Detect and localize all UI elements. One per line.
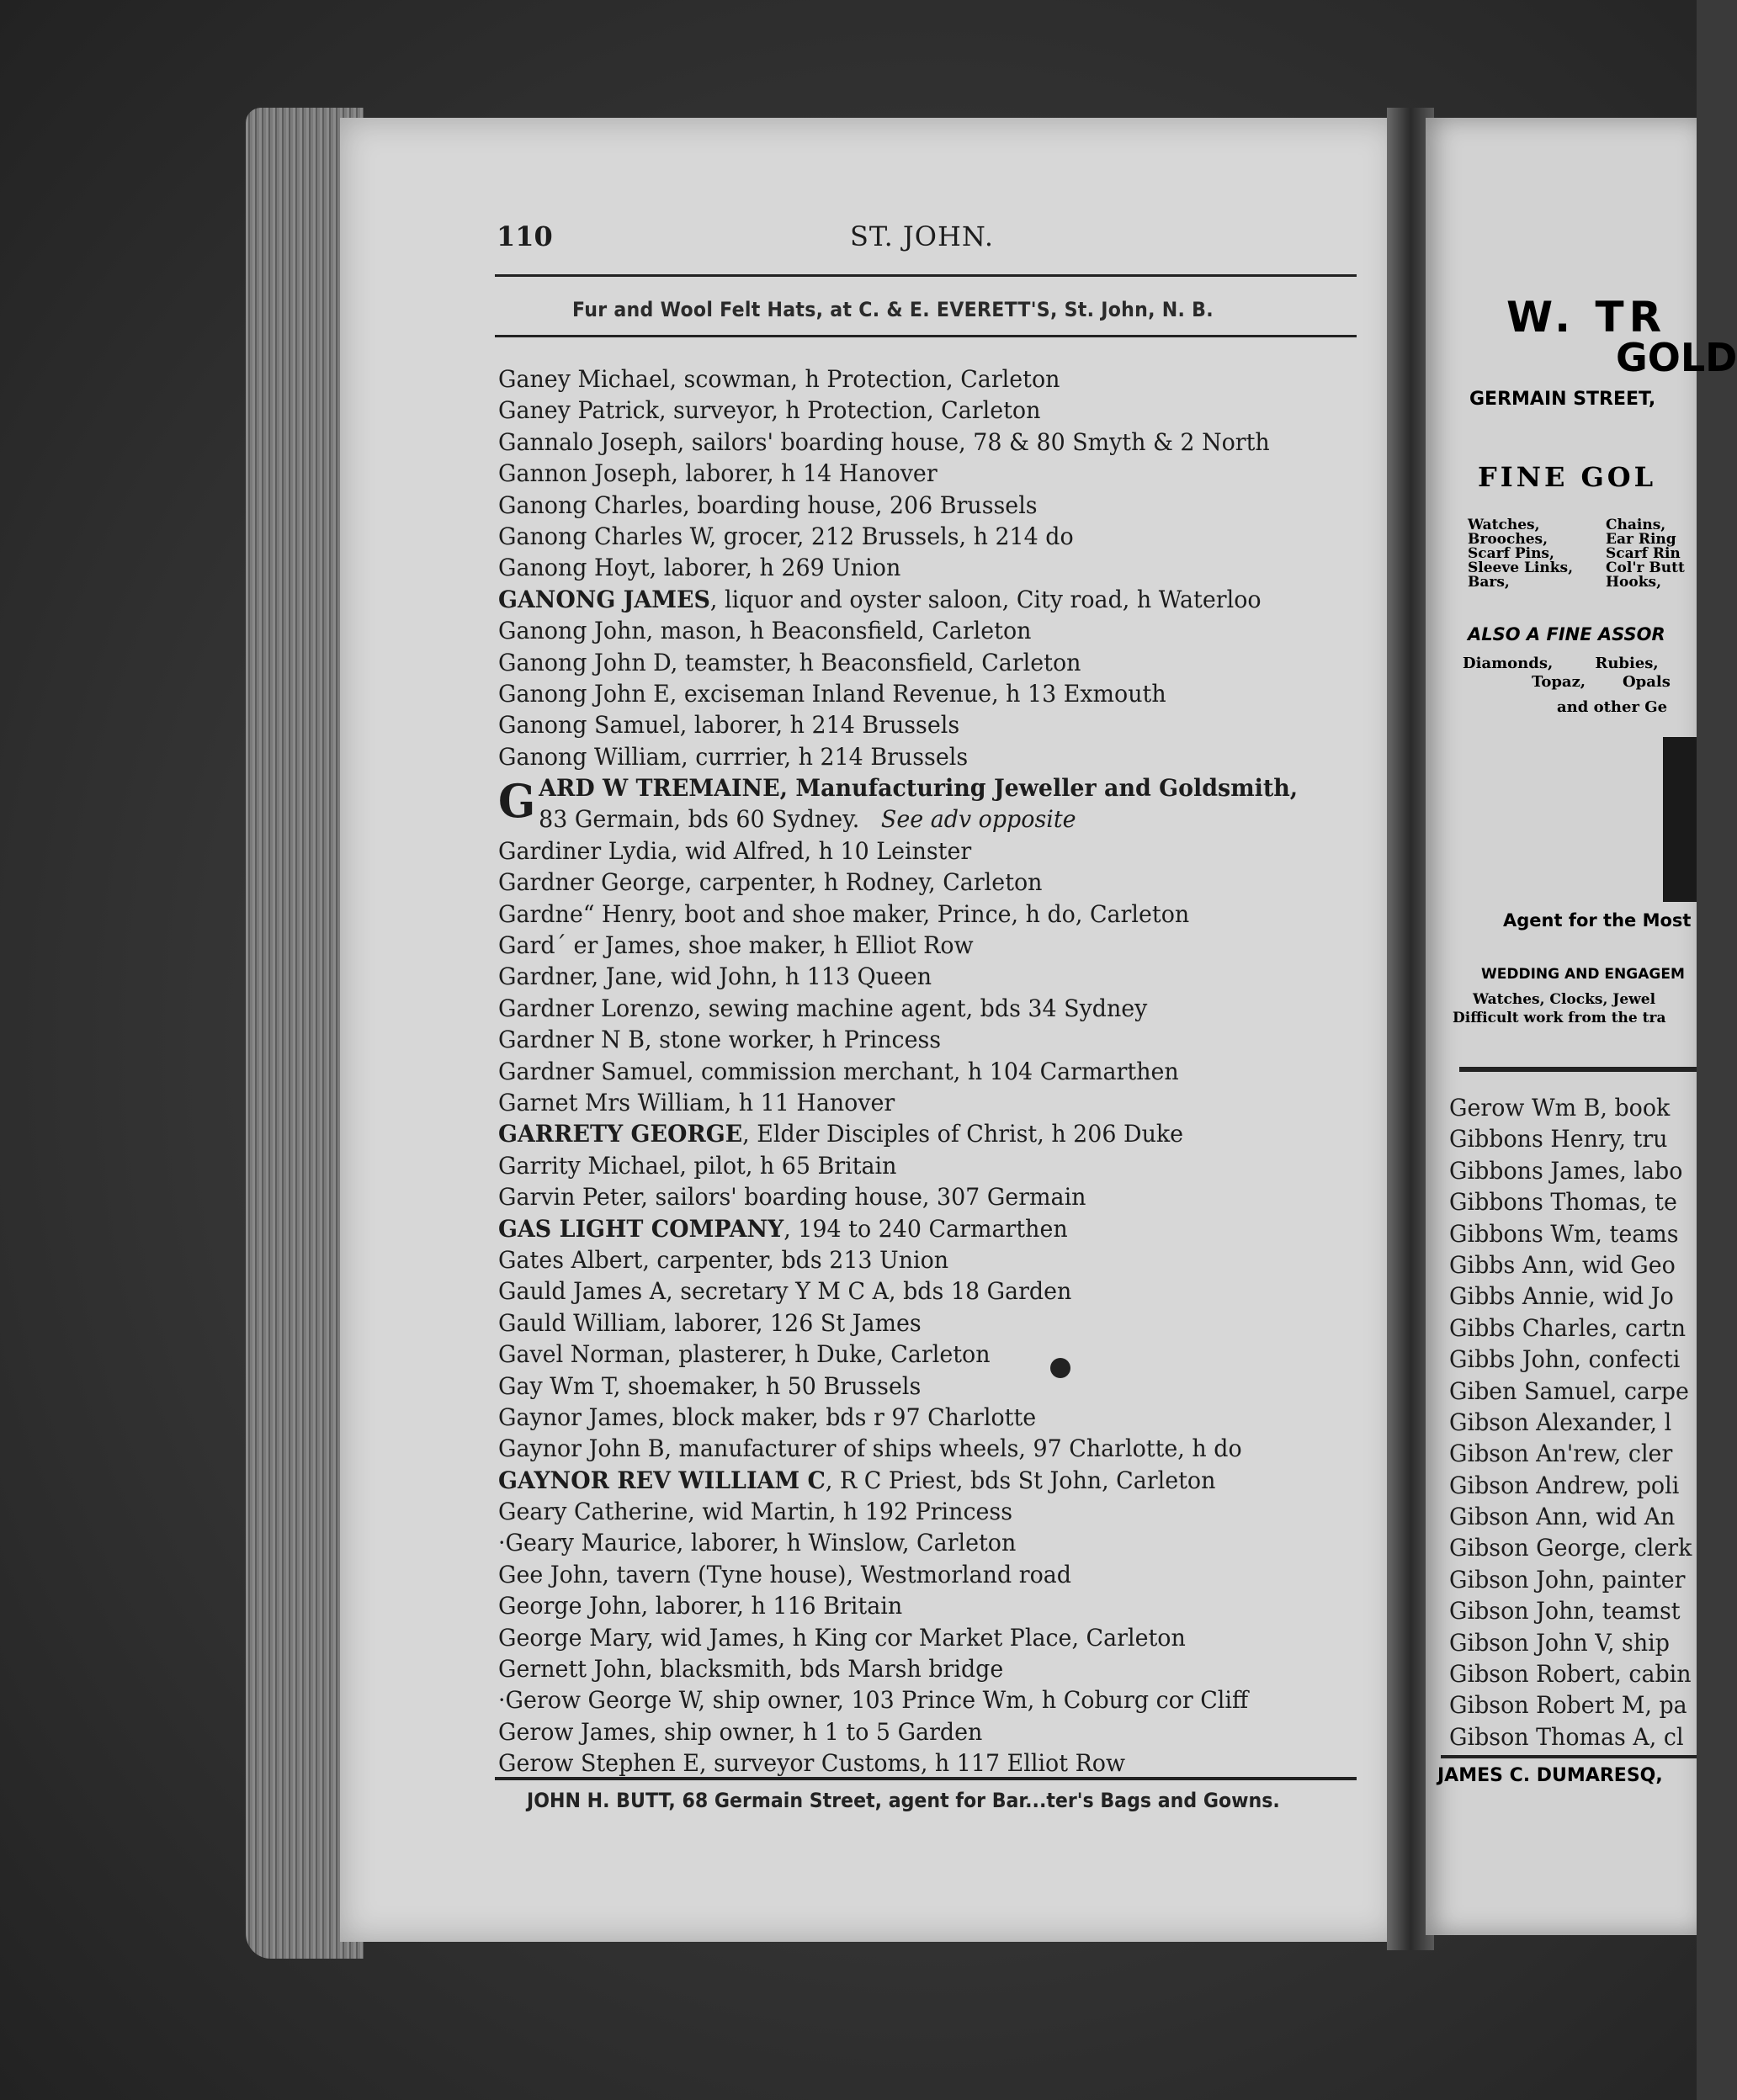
right-footer-rule xyxy=(1441,1755,1697,1758)
directory-entry xyxy=(498,1087,1331,1118)
directory-entry xyxy=(498,741,1331,772)
directory-entry xyxy=(498,1716,1331,1747)
adv-subtitle: GOLD xyxy=(1616,335,1737,380)
directory-entry xyxy=(498,1747,1331,1779)
entry-text: Geary Catherine, wid Martin, h 192 Princess xyxy=(498,1498,1013,1526)
right-directory-entry: Gerow Wm B, book xyxy=(1449,1094,1671,1122)
entry-text: Gardiner Lydia, wid Alfred, h 10 Leinster xyxy=(498,836,972,865)
adv-item: Scarf Pins, xyxy=(1468,545,1554,562)
page-header xyxy=(497,220,1351,254)
right-directory-entry: Gibbons Henry, tru xyxy=(1449,1125,1668,1153)
entry-text: Ganong Hoyt, laborer, h 269 Union xyxy=(498,554,901,582)
directory-entry xyxy=(498,490,1331,521)
running-title: ST. JOHN. xyxy=(850,220,994,252)
directory-entry xyxy=(498,615,1331,646)
entry-text: , Elder Disciples of Christ, h 206 Duke xyxy=(742,1120,1184,1148)
right-directory-entry: Gibson Ann, wid An xyxy=(1449,1503,1676,1531)
entry-bold-name: GAYNOR REV WILLIAM C xyxy=(498,1466,826,1494)
directory-entry xyxy=(498,1653,1331,1684)
directory-entry xyxy=(498,647,1331,678)
adv-street: GERMAIN STREET, xyxy=(1469,389,1656,410)
adv-item: Col'r Butt xyxy=(1606,559,1685,576)
entry-text: Ganong Charles, boarding house, 206 Brussels xyxy=(498,491,1038,519)
right-directory-entry: Gibson An'rew, cler xyxy=(1449,1440,1673,1468)
entry-text: Garnet Mrs William, h 11 Hanover xyxy=(498,1088,895,1116)
gard-entry xyxy=(498,772,1365,835)
drop-cap-initial: G xyxy=(498,774,536,829)
gard-entry-line1: ARD W TREMAINE, Manufacturing Jeweller and Goldsmith, xyxy=(539,774,1299,803)
right-footer: JAMES C. DUMARESQ, xyxy=(1437,1765,1663,1786)
directory-entry xyxy=(498,930,1331,961)
right-directory-entry: Gibbs Ann, wid Geo xyxy=(1449,1250,1676,1279)
directory-entry xyxy=(498,1275,1331,1307)
gard-entry-see-adv: See adv opposite xyxy=(880,805,1076,834)
right-directory-entry: Gibbs John, confecti xyxy=(1449,1345,1681,1374)
header-rule-top xyxy=(495,274,1357,277)
adv-gems-line1: Diamonds, Rubies, xyxy=(1463,655,1659,672)
page-number: 110 xyxy=(497,220,553,252)
entry-text: Gee John, tavern (Tyne house), Westmorland road xyxy=(498,1560,1071,1588)
entry-text: Gerow Stephen E, surveyor Customs, h 117 Elliot Row xyxy=(498,1749,1126,1778)
directory-entry xyxy=(498,993,1331,1024)
directory-entry xyxy=(498,961,1331,992)
entry-text: Ganong John E, exciseman Inland Revenue, h 13 Exmouth xyxy=(498,679,1166,708)
directory-entry xyxy=(498,678,1331,709)
header-rule-bottom xyxy=(495,335,1357,337)
entry-text: Gard´ er James, shoe maker, h Elliot Row xyxy=(498,931,974,960)
ink-blot xyxy=(1050,1358,1070,1378)
directory-entry xyxy=(498,1307,1331,1339)
entry-text: Gardner Lorenzo, sewing machine agent, bds 34 Sydney xyxy=(498,994,1148,1022)
right-page-rule xyxy=(1459,1067,1697,1072)
directory-entry xyxy=(498,835,1331,867)
right-directory-entry: Gibson John, painter xyxy=(1449,1565,1686,1594)
right-directory-entry: Gibson Robert, cabin xyxy=(1449,1660,1692,1689)
adv-item: Chains, xyxy=(1606,517,1666,533)
right-directory-entry: Gibson John V, ship xyxy=(1449,1628,1670,1657)
adv-item: Brooches, xyxy=(1468,531,1548,548)
right-directory-entry: Gibbons Thomas, te xyxy=(1449,1188,1677,1217)
right-directory-entry: Gibson Robert M, pa xyxy=(1449,1691,1687,1720)
entry-bold-name: GANONG JAMES xyxy=(498,585,710,613)
adv-fine-gold: FINE GOL xyxy=(1478,461,1657,493)
top-banner-ad: Fur and Wool Felt Hats, at C. & E. EVERETT'S, St. John, N. B. xyxy=(572,298,1214,321)
right-directory-entry: Gibson Thomas A, cl xyxy=(1449,1722,1684,1751)
directory-entry xyxy=(498,1056,1331,1087)
entry-text: Gardner George, carpenter, h Rodney, Carleton xyxy=(498,868,1043,897)
right-directory-entry: Gibbs Annie, wid Jo xyxy=(1449,1282,1674,1311)
right-directory-entry: Gibson George, clerk xyxy=(1449,1534,1692,1562)
adv-item: Bars, xyxy=(1468,574,1510,591)
directory-entry xyxy=(498,899,1331,930)
right-directory-entry: Gibbons Wm, teams xyxy=(1449,1219,1679,1248)
entry-text: Gardner Samuel, commission merchant, h 104 Carmarthen xyxy=(498,1057,1179,1085)
entry-text: George Mary, wid James, h King cor Market Place, Carleton xyxy=(498,1623,1186,1652)
directory-entry xyxy=(498,1402,1331,1433)
entry-text: Gay Wm T, shoemaker, h 50 Brussels xyxy=(498,1371,922,1400)
directory-entry xyxy=(498,1590,1331,1621)
directory-entry xyxy=(498,1559,1331,1590)
right-directory-entry: Gibson Alexander, l xyxy=(1449,1408,1672,1436)
footer-rule xyxy=(495,1777,1357,1780)
adv-also: ALSO A FINE ASSOR xyxy=(1468,624,1665,644)
entry-text: Ganong Charles W, grocer, 212 Brussels, h 214 do xyxy=(498,522,1074,550)
directory-entry xyxy=(498,709,1331,740)
entry-text: Garrity Michael, pilot, h 65 Britain xyxy=(498,1151,897,1180)
right-directory-entry: Gibbs Charles, cartn xyxy=(1449,1313,1687,1342)
entry-text: Gaynor James, block maker, bds r 97 Charlotte xyxy=(498,1403,1037,1431)
entry-text: Gavel Norman, plasterer, h Duke, Carleton xyxy=(498,1340,991,1369)
directory-entry xyxy=(498,1465,1331,1496)
entry-text: Gardner, Jane, wid John, h 113 Queen xyxy=(498,962,932,991)
directory-entry xyxy=(498,395,1331,426)
directory-entry xyxy=(498,1118,1331,1149)
entry-text: Gaynor John B, manufacturer of ships wheels, 97 Charlotte, h do xyxy=(498,1434,1242,1463)
entry-text: Ganong John, mason, h Beaconsfield, Carleton xyxy=(498,617,1032,645)
gard-entry-line2: 83 Germain, bds 60 Sydney. xyxy=(539,805,860,834)
entry-text: Gauld James A, secretary Y M C A, bds 18 Garden xyxy=(498,1277,1072,1306)
right-directory-entries xyxy=(1449,1092,1702,1753)
adv-difficult: Difficult work from the tra xyxy=(1453,1010,1666,1026)
directory-entry xyxy=(498,363,1331,395)
right-directory-entry: Gibbons James, labo xyxy=(1449,1156,1683,1185)
directory-entries xyxy=(498,363,1365,1779)
directory-entry xyxy=(498,1684,1331,1716)
entry-text: Gardne“ Henry, boot and shoe maker, Prince, h do, Carleton xyxy=(498,899,1190,928)
directory-entry xyxy=(498,552,1331,583)
directory-entry xyxy=(498,427,1331,458)
entry-text: Gernett John, blacksmith, bds Marsh bridge xyxy=(498,1655,1004,1684)
adv-wedding: WEDDING AND ENGAGEM xyxy=(1481,966,1685,983)
entry-text: Ganong Samuel, laborer, h 214 Brussels xyxy=(498,711,960,740)
entry-text: Gannalo Joseph, sailors' boarding house, 78 & 80 Smyth & 2 North xyxy=(498,427,1270,456)
directory-entry xyxy=(498,1371,1331,1402)
adv-agent: Agent for the Most xyxy=(1503,910,1692,931)
entry-text: ·Geary Maurice, laborer, h Winslow, Carleton xyxy=(498,1529,1017,1557)
adv-item: Ear Ring xyxy=(1606,531,1676,548)
entry-text: , 194 to 240 Carmarthen xyxy=(784,1214,1068,1243)
entry-text: Ganong John D, teamster, h Beaconsfield, Carleton xyxy=(498,648,1081,676)
bottom-banner-ad: JOHN H. BUTT, 68 Germain Street, agent for Bar...ter's Bags and Gowns. xyxy=(527,1789,1280,1812)
directory-entry xyxy=(498,1527,1331,1558)
entry-text: Gannon Joseph, laborer, h 14 Hanover xyxy=(498,459,938,488)
directory-entry xyxy=(498,1213,1331,1244)
directory-entry xyxy=(498,458,1331,489)
entry-text: , liquor and oyster saloon, City road, h Waterloo xyxy=(709,585,1262,613)
entry-text: Ganong William, currrier, h 214 Brussels xyxy=(498,742,969,771)
adv-item: Sleeve Links, xyxy=(1468,559,1574,576)
entry-text: Gauld William, laborer, 126 St James xyxy=(498,1308,922,1337)
entry-text: Gates Albert, carpenter, bds 213 Union xyxy=(498,1245,949,1274)
adv-watches: Watches, Clocks, Jewel xyxy=(1473,991,1656,1008)
entry-bold-name: GARRETY GEORGE xyxy=(498,1120,743,1148)
right-directory-entry: Giben Samuel, carpe xyxy=(1449,1376,1689,1405)
adv-item: Scarf Rin xyxy=(1606,545,1681,562)
entry-text: Gardner N B, stone worker, h Princess xyxy=(498,1026,942,1054)
directory-entry xyxy=(498,867,1331,898)
directory-entry xyxy=(498,1244,1331,1275)
directory-entry xyxy=(498,1150,1331,1181)
directory-entry xyxy=(498,584,1331,615)
directory-entry xyxy=(498,1622,1331,1653)
directory-entry xyxy=(498,1181,1331,1212)
adv-item: Watches, xyxy=(1468,517,1540,533)
directory-entry xyxy=(498,1496,1331,1527)
directory-entry xyxy=(498,1024,1331,1055)
adv-item: Hooks, xyxy=(1606,574,1662,591)
right-directory-entry: Gibson John, teamst xyxy=(1449,1597,1681,1625)
directory-entry xyxy=(498,1339,1331,1370)
adv-gems-line2: Topaz, Opals xyxy=(1532,673,1671,691)
entry-text: ·Gerow George W, ship owner, 103 Prince Wm, h Coburg cor Cliff xyxy=(498,1686,1249,1715)
entry-text: George John, laborer, h 116 Britain xyxy=(498,1592,903,1620)
entry-bold-name: GAS LIGHT COMPANY xyxy=(498,1214,784,1243)
directory-entry xyxy=(498,1433,1331,1464)
directory-entry xyxy=(498,521,1331,552)
adv-title: W. TR xyxy=(1506,293,1667,342)
entry-text: Ganey Patrick, surveyor, h Protection, Carleton xyxy=(498,396,1041,425)
entry-text: Gerow James, ship owner, h 1 to 5 Garden xyxy=(498,1717,983,1746)
entry-text: Garvin Peter, sailors' boarding house, 307 Germain xyxy=(498,1183,1086,1212)
adv-engraving-image xyxy=(1663,737,1697,902)
entry-text: Ganey Michael, scowman, h Protection, Carleton xyxy=(498,365,1060,393)
entry-text: , R C Priest, bds St John, Carleton xyxy=(825,1466,1216,1494)
right-directory-entry: Gibson Andrew, poli xyxy=(1449,1471,1680,1499)
adv-gems-line3: and other Ge xyxy=(1557,698,1668,716)
